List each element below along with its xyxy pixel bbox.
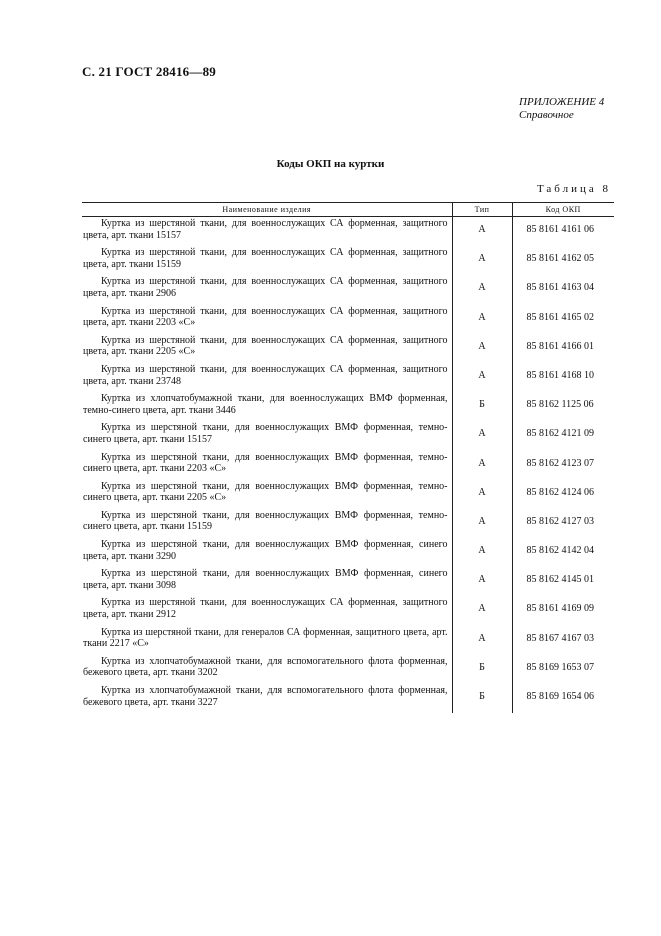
cell-code: 85 8161 4169 09: [512, 596, 614, 625]
cell-name: Куртка из шерстяной ткани, для военнослужащих СА форменная, защитного цвета, арт. ткани 2906: [83, 276, 448, 299]
cell-type: А: [452, 217, 512, 247]
document-title: Коды ОКП на куртки: [276, 158, 385, 170]
cell-type: А: [452, 363, 512, 392]
header-type: Тип: [452, 203, 512, 217]
cell-code: 85 8169 1654 06: [512, 684, 614, 713]
cell-code: 85 8169 1653 07: [512, 655, 614, 684]
okp-codes-table: [82, 202, 614, 713]
table-row: [82, 392, 614, 421]
cell-type: А: [452, 246, 512, 275]
cell-name: Куртка из шерстяной ткани, для военнослужащих ВМФ форменная, синего цвета, арт. ткани 3290: [83, 539, 448, 562]
cell-name: Куртка из шерстяной ткани, для военнослужащих СА форменная, защитного цвета, арт. ткани 2205 «С»: [83, 334, 448, 358]
table-row: [82, 480, 614, 509]
table-row: [82, 596, 614, 625]
table-row: [82, 246, 614, 275]
cell-name: Куртка из шерстяной ткани, для военнослужащих ВМФ форменная, темно-синего цвета, арт. ткани 2203 «С»: [83, 451, 448, 475]
table-row: [82, 451, 614, 480]
table-row: [82, 305, 614, 334]
table-row: [82, 684, 614, 713]
cell-code: 85 8162 1125 06: [512, 392, 614, 421]
cell-name: Куртка из хлопчатобумажной ткани, для вспомогательного флота форменная, бежевого цвета, арт. ткани 3202: [83, 655, 448, 679]
cell-code: 85 8161 4166 01: [512, 334, 614, 363]
appendix-block: [519, 96, 609, 122]
cell-name: Куртка из шерстяной ткани, для военнослужащих ВМФ форменная, темно-синего цвета, арт. ткани 2205 «С»: [83, 480, 448, 504]
cell-name: Куртка из шерстяной ткани, для военнослужащих ВМФ форменная, синего цвета, арт. ткани 3098: [83, 568, 448, 591]
cell-code: 85 8162 4121 09: [512, 421, 614, 450]
cell-name: Куртка из шерстяной ткани, для военнослужащих СА форменная, защитного цвета, арт. ткани 15159: [83, 247, 448, 270]
table-row: [82, 509, 614, 538]
table-row: [82, 538, 614, 567]
cell-code: 85 8161 4161 06: [512, 217, 614, 247]
cell-name: Куртка из шерстяной ткани, для военнослужащих СА форменная, защитного цвета, арт. ткани 2203 «С»: [83, 305, 448, 329]
cell-code: 85 8162 4142 04: [512, 538, 614, 567]
cell-type: А: [452, 567, 512, 596]
cell-type: А: [452, 626, 512, 655]
cell-code: 85 8161 4168 10: [512, 363, 614, 392]
cell-name: Куртка из шерстяной ткани, для генералов СА форменная, защитного цвета, арт. ткани 2217 «С»: [83, 626, 448, 650]
cell-code: 85 8161 4162 05: [512, 246, 614, 275]
table-row: [82, 217, 614, 247]
table-header-row: [82, 203, 614, 217]
cell-type: Б: [452, 392, 512, 421]
table-row: [82, 626, 614, 655]
cell-code: 85 8167 4167 03: [512, 626, 614, 655]
appendix-title: ПРИЛОЖЕНИЕ 4: [519, 96, 605, 108]
cell-type: А: [452, 305, 512, 334]
cell-code: 85 8162 4124 06: [512, 480, 614, 509]
table-row: [82, 363, 614, 392]
table-row: [82, 567, 614, 596]
table-row: [82, 275, 614, 304]
cell-name: Куртка из шерстяной ткани, для военнослужащих СА форменная, защитного цвета, арт. ткани 2912: [83, 597, 448, 621]
table-label: Таблица 8: [536, 183, 611, 195]
cell-name: Куртка из хлопчатобумажной ткани, для военнослужащих ВМФ форменная, темно-синего цвета, арт. ткани 3446: [83, 393, 448, 416]
cell-name: Куртка из шерстяной ткани, для военнослужащих СА форменная, защитного цвета, арт. ткани 15157: [83, 218, 448, 241]
table-row: [82, 421, 614, 450]
cell-code: 85 8162 4123 07: [512, 451, 614, 480]
cell-type: А: [452, 538, 512, 567]
cell-type: Б: [452, 655, 512, 684]
cell-type: А: [452, 334, 512, 363]
page-header: С. 21 ГОСТ 28416—89: [82, 64, 216, 79]
cell-code: 85 8162 4127 03: [512, 509, 614, 538]
cell-name: Куртка из шерстяной ткани, для военнослужащих СА форменная, защитного цвета, арт. ткани 23748: [83, 363, 448, 387]
cell-name: Куртка из хлопчатобумажной ткани, для вспомогательного флота форменная, бежевого цвета, арт. ткани 3227: [83, 685, 448, 708]
cell-type: А: [452, 275, 512, 304]
cell-name: Куртка из шерстяной ткани, для военнослужащих ВМФ форменная, темно-синего цвета, арт. ткани 15159: [83, 509, 448, 533]
cell-type: А: [452, 421, 512, 450]
cell-type: А: [452, 509, 512, 538]
cell-code: 85 8162 4145 01: [512, 567, 614, 596]
cell-type: А: [452, 451, 512, 480]
cell-name: Куртка из шерстяной ткани, для военнослужащих ВМФ форменная, темно-синего цвета, арт. ткани 15157: [83, 422, 448, 445]
cell-code: 85 8161 4165 02: [512, 305, 614, 334]
cell-type: А: [452, 480, 512, 509]
appendix-subtitle: Справочное: [519, 109, 574, 121]
cell-type: Б: [452, 684, 512, 713]
cell-type: А: [452, 596, 512, 625]
table-body: [82, 217, 614, 714]
table-row: [82, 334, 614, 363]
cell-code: 85 8161 4163 04: [512, 275, 614, 304]
header-code: Код ОКП: [512, 203, 614, 217]
table-row: [82, 655, 614, 684]
header-name: Наименование изделия: [82, 203, 452, 217]
